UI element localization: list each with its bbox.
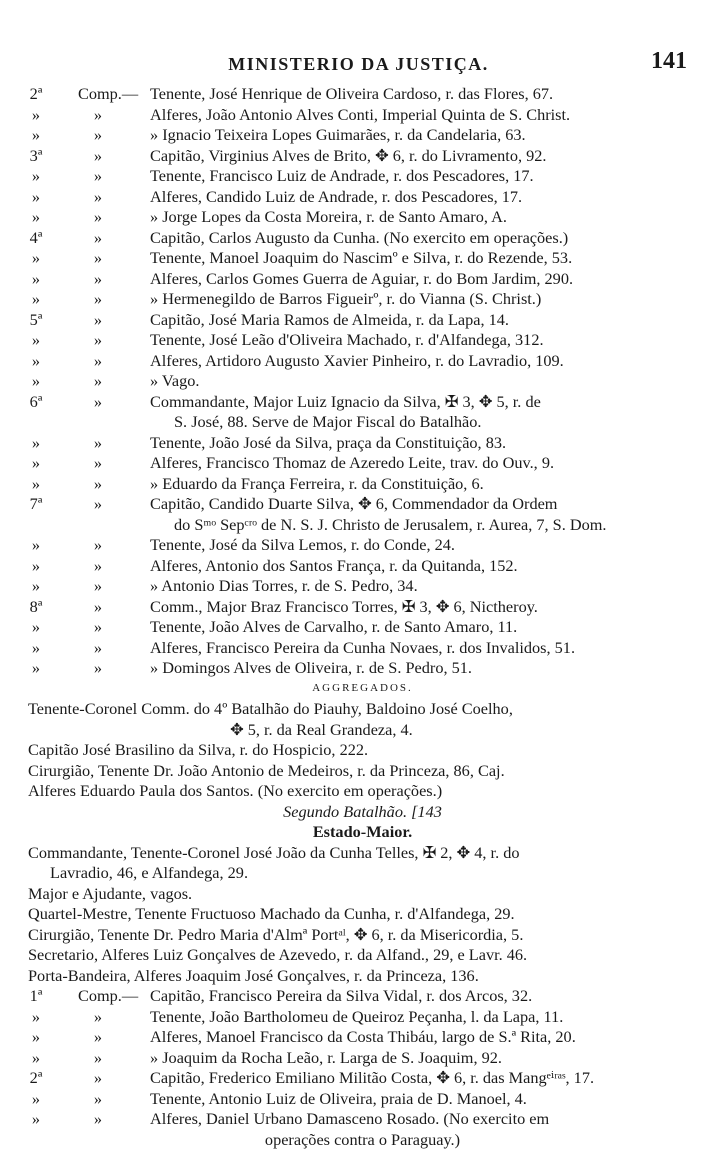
text-line	[0, 761, 725, 780]
company-ordinal: »	[31, 555, 41, 575]
text-line	[0, 576, 725, 595]
page-number: 141	[651, 48, 687, 74]
company-label: »	[93, 166, 103, 185]
company-ordinal: »	[31, 617, 41, 636]
line-text: Comm., Major Braz Francisco Torres, ✠ 3, ✥ 6, Nictheroy.	[150, 596, 538, 616]
text-line	[0, 412, 725, 431]
line-text: » Vago.	[150, 371, 200, 390]
company-label: »	[93, 330, 103, 349]
line-text: Tenente, João Bartholomeu de Queiroz Peçanha, l. da Lapa, 11.	[150, 1006, 564, 1026]
running-title: MINISTERIO DA JUSTIÇA.	[228, 54, 489, 74]
company-ordinal: »	[31, 576, 41, 595]
company-ordinal: 1ª	[29, 986, 43, 1005]
line-text: » Eduardo da França Ferreira, r. da Constituição, 6.	[150, 473, 484, 493]
line-text: » Hermenegildo de Barros Figueirº, r. do Vianna (S. Christ.)	[150, 289, 542, 308]
text-line	[0, 187, 725, 206]
company-ordinal: »	[31, 1027, 41, 1046]
line-text: Alferes, Francisco Thomaz de Azeredo Leite, trav. do Ouv., 9.	[150, 453, 555, 472]
company-label: »	[93, 494, 103, 513]
line-text: Alferes, Candido Luiz de Andrade, r. dos Pescadores, 17.	[150, 186, 523, 206]
company-label: »	[93, 186, 103, 206]
text-line	[0, 802, 725, 821]
line-text: Alferes, Daniel Urbano Damasceno Rosado. (No exercito em	[150, 1109, 550, 1128]
company-label: »	[93, 473, 103, 493]
text-line	[0, 556, 725, 575]
text-line	[0, 515, 725, 534]
line-text: Capitão José Brasilino da Silva, r. do Hospicio, 222.	[28, 740, 369, 759]
company-label: »	[93, 658, 103, 677]
company-ordinal: »	[31, 1088, 41, 1108]
line-text: Cirurgião, Tenente Dr. Pedro Maria d'Almª Portᵃˡ, ✥ 6, r. da Misericordia, 5.	[28, 924, 524, 944]
line-text: Alferes, Carlos Gomes Guerra de Aguiar, r. do Bom Jardim, 290.	[150, 268, 574, 288]
company-ordinal: 2ª	[29, 84, 43, 103]
text-line	[0, 351, 725, 370]
text-line	[0, 371, 725, 390]
line-text: Capitão, Candido Duarte Silva, ✥ 6, Commendador da Ordem	[150, 494, 558, 513]
line-text: Cirurgião, Tenente Dr. João Antonio de Medeiros, r. da Princeza, 86, Caj.	[28, 760, 505, 780]
text-line	[0, 843, 725, 862]
line-text: ✥ 5, r. da Real Grandeza, 4.	[230, 719, 413, 739]
line-text: Alferes, Antonio dos Santos França, r. da Quitanda, 152.	[150, 555, 518, 575]
text-line	[0, 884, 725, 903]
company-label: »	[93, 596, 103, 616]
company-label: »	[93, 1006, 103, 1026]
text-line	[0, 392, 725, 411]
company-label: »	[93, 555, 103, 575]
company-ordinal: »	[31, 432, 41, 452]
line-text: Tenente, Francisco Luiz de Andrade, r. dos Pescadores, 17.	[150, 166, 534, 185]
company-label: »	[93, 207, 103, 226]
text-line	[0, 228, 725, 247]
company-ordinal: 6ª	[29, 391, 43, 411]
line-text: » Ignacio Teixeira Lopes Guimarães, r. da Candelaria, 63.	[150, 125, 526, 144]
line-text: Capitão, Frederico Emiliano Militão Costa, ✥ 6, r. das Mangᵉⁱʳᵃˢ, 17.	[150, 1068, 595, 1087]
line-text: Capitão, José Maria Ramos de Almeida, r. da Lapa, 14.	[150, 309, 510, 329]
company-label: »	[93, 268, 103, 288]
line-text: Porta-Bandeira, Alferes Joaquim José Gonçalves, r. da Princeza, 136.	[28, 965, 479, 985]
company-label: »	[93, 1068, 103, 1087]
company-ordinal: »	[31, 1047, 41, 1067]
text-line	[0, 1007, 725, 1026]
company-ordinal: »	[31, 268, 41, 288]
text-line	[0, 617, 725, 636]
line-text: Quartel-Mestre, Tenente Fructuoso Machado da Cunha, r. d'Alfandega, 29.	[28, 904, 515, 923]
line-text: Alferes Eduardo Paula dos Santos. (No exercito em operações.)	[28, 781, 443, 800]
line-text: Tenente, Manoel Joaquim do Nascimº e Silva, r. do Rezende, 53.	[150, 248, 573, 267]
text-line	[0, 146, 725, 165]
text-line	[0, 597, 725, 616]
line-text: Tenente, José Leão d'Oliveira Machado, r. d'Alfandega, 312.	[150, 330, 544, 349]
line-text: Tenente, João José da Silva, praça da Constituição, 83.	[150, 432, 507, 452]
company-ordinal: »	[31, 453, 41, 472]
text-line	[0, 1048, 725, 1067]
line-text: Secretario, Alferes Luiz Gonçalves de Azevedo, r. da Alfand., 29, e Lavr. 46.	[28, 945, 528, 964]
company-label: »	[93, 350, 103, 370]
company-ordinal: »	[31, 104, 41, 124]
company-ordinal: »	[31, 289, 41, 308]
line-text: Alferes, João Antonio Alves Conti, Imperial Quinta de S. Christ.	[150, 104, 571, 124]
text-line	[0, 105, 725, 124]
text-line	[0, 863, 725, 882]
text-line	[0, 638, 725, 657]
company-label: »	[93, 227, 103, 247]
text-line	[0, 310, 725, 329]
line-text: Tenente, José da Silva Lemos, r. do Conde, 24.	[150, 535, 455, 554]
text-line	[0, 248, 725, 267]
company-label: »	[93, 125, 103, 144]
company-ordinal: »	[31, 166, 41, 185]
line-text: Major e Ajudante, vagos.	[28, 883, 193, 903]
line-text: Segundo Batalhão. [143	[283, 801, 442, 821]
text-line	[0, 966, 725, 985]
company-label: »	[93, 535, 103, 554]
company-ordinal: 8ª	[29, 596, 43, 616]
line-text: Estado-Maior.	[312, 822, 413, 841]
line-text: Lavradio, 46, e Alfandega, 29.	[50, 863, 249, 882]
line-text: » Jorge Lopes da Costa Moreira, r. de Santo Amaro, A.	[150, 207, 507, 226]
line-text: » Antonio Dias Torres, r. de S. Pedro, 34.	[150, 576, 418, 595]
company-label: »	[93, 1027, 103, 1046]
text-line	[0, 1130, 725, 1149]
text-line	[0, 330, 725, 349]
text-line	[0, 720, 725, 739]
company-ordinal: »	[31, 1006, 41, 1026]
company-label: Comp.—	[78, 84, 139, 103]
company-label: »	[93, 289, 103, 308]
company-ordinal: »	[31, 186, 41, 206]
line-text: Commandante, Major Luiz Ignacio da Silva, ✠ 3, ✥ 5, r. de	[150, 391, 541, 411]
company-label: »	[93, 637, 103, 657]
company-label: »	[93, 145, 103, 165]
text-line	[0, 658, 725, 677]
text-line	[0, 1068, 725, 1087]
company-ordinal: »	[31, 350, 41, 370]
line-text: do Sᵐᵒ Sepᶜʳᵒ de N. S. J. Christo de Jerusalem, r. Aurea, 7, S. Dom.	[174, 514, 607, 534]
company-ordinal: »	[31, 1109, 41, 1128]
company-label: »	[93, 1109, 103, 1128]
text-line	[0, 494, 725, 513]
line-text: » Domingos Alves de Oliveira, r. de S. Pedro, 51.	[150, 658, 472, 677]
line-text: Tenente, José Henrique de Oliveira Cardoso, r. das Flores, 67.	[150, 84, 554, 103]
line-text: Tenente, Antonio Luiz de Oliveira, praia de D. Manoel, 4.	[150, 1088, 527, 1108]
text-line	[0, 945, 725, 964]
company-label: »	[93, 432, 103, 452]
company-ordinal: »	[31, 371, 41, 390]
line-text: AGGREGADOS.	[312, 681, 413, 694]
text-line	[0, 453, 725, 472]
text-line	[0, 822, 725, 841]
text-line	[0, 207, 725, 226]
text-line	[0, 125, 725, 144]
text-line	[0, 1027, 725, 1046]
text-line	[0, 474, 725, 493]
company-label: »	[93, 1047, 103, 1067]
company-label: »	[93, 391, 103, 411]
text-line	[0, 986, 725, 1005]
line-text: Tenente, João Alves de Carvalho, r. de Santo Amaro, 11.	[150, 617, 518, 636]
text-line	[0, 535, 725, 554]
line-text: Capitão, Virginius Alves de Brito, ✥ 6, r. do Livramento, 92.	[150, 145, 547, 165]
company-label: »	[93, 248, 103, 267]
company-label: »	[93, 371, 103, 390]
company-label: »	[93, 453, 103, 472]
company-label: »	[93, 1088, 103, 1108]
text-line	[0, 1089, 725, 1108]
line-text: Capitão, Francisco Pereira da Silva Vidal, r. dos Arcos, 32.	[150, 986, 533, 1005]
text-line	[0, 679, 725, 698]
line-text: Commandante, Tenente-Coronel José João da Cunha Telles, ✠ 2, ✥ 4, r. do	[28, 842, 520, 862]
text-line	[0, 84, 725, 103]
text-line	[0, 166, 725, 185]
text-line	[0, 699, 725, 718]
line-text: Capitão, Carlos Augusto da Cunha. (No exercito em operações.)	[150, 227, 569, 247]
company-label: »	[93, 576, 103, 595]
company-label: »	[93, 617, 103, 636]
line-text: operações contra o Paraguay.)	[264, 1129, 461, 1149]
company-ordinal: »	[31, 637, 41, 657]
company-ordinal: »	[31, 473, 41, 493]
page-header	[30, 40, 687, 84]
text-line	[0, 1109, 725, 1128]
line-text: Alferes, Manoel Francisco da Costa Thibáu, largo de S.ª Rita, 20.	[150, 1027, 576, 1046]
company-ordinal: »	[31, 658, 41, 677]
text-line	[0, 433, 725, 452]
text-line	[0, 269, 725, 288]
company-label: »	[93, 309, 103, 329]
text-line	[0, 740, 725, 759]
company-ordinal: 3ª	[29, 145, 43, 165]
company-label: »	[93, 104, 103, 124]
text-line	[0, 904, 725, 923]
line-text: Alferes, Artidoro Augusto Xavier Pinheiro, r. do Lavradio, 109.	[150, 350, 564, 370]
text-line	[0, 925, 725, 944]
company-ordinal: 2ª	[29, 1068, 43, 1087]
line-text: Alferes, Francisco Pereira da Cunha Novaes, r. dos Invalidos, 51.	[150, 637, 576, 657]
company-ordinal: 7ª	[29, 494, 43, 513]
text-line	[0, 781, 725, 800]
company-ordinal: »	[31, 207, 41, 226]
company-ordinal: »	[31, 125, 41, 144]
company-ordinal: 4ª	[29, 227, 43, 247]
line-text: S. José, 88. Serve de Major Fiscal do Batalhão.	[174, 412, 482, 431]
company-ordinal: 5ª	[29, 309, 43, 329]
company-ordinal: »	[31, 248, 41, 267]
company-ordinal: »	[31, 330, 41, 349]
company-ordinal: »	[31, 535, 41, 554]
line-text: » Joaquim da Rocha Leão, r. Larga de S. Joaquim, 92.	[150, 1047, 502, 1067]
company-label: Comp.—	[78, 986, 139, 1005]
line-text: Tenente-Coronel Comm. do 4º Batalhão do Piauhy, Baldoino José Coelho,	[28, 699, 513, 718]
text-line	[0, 289, 725, 308]
